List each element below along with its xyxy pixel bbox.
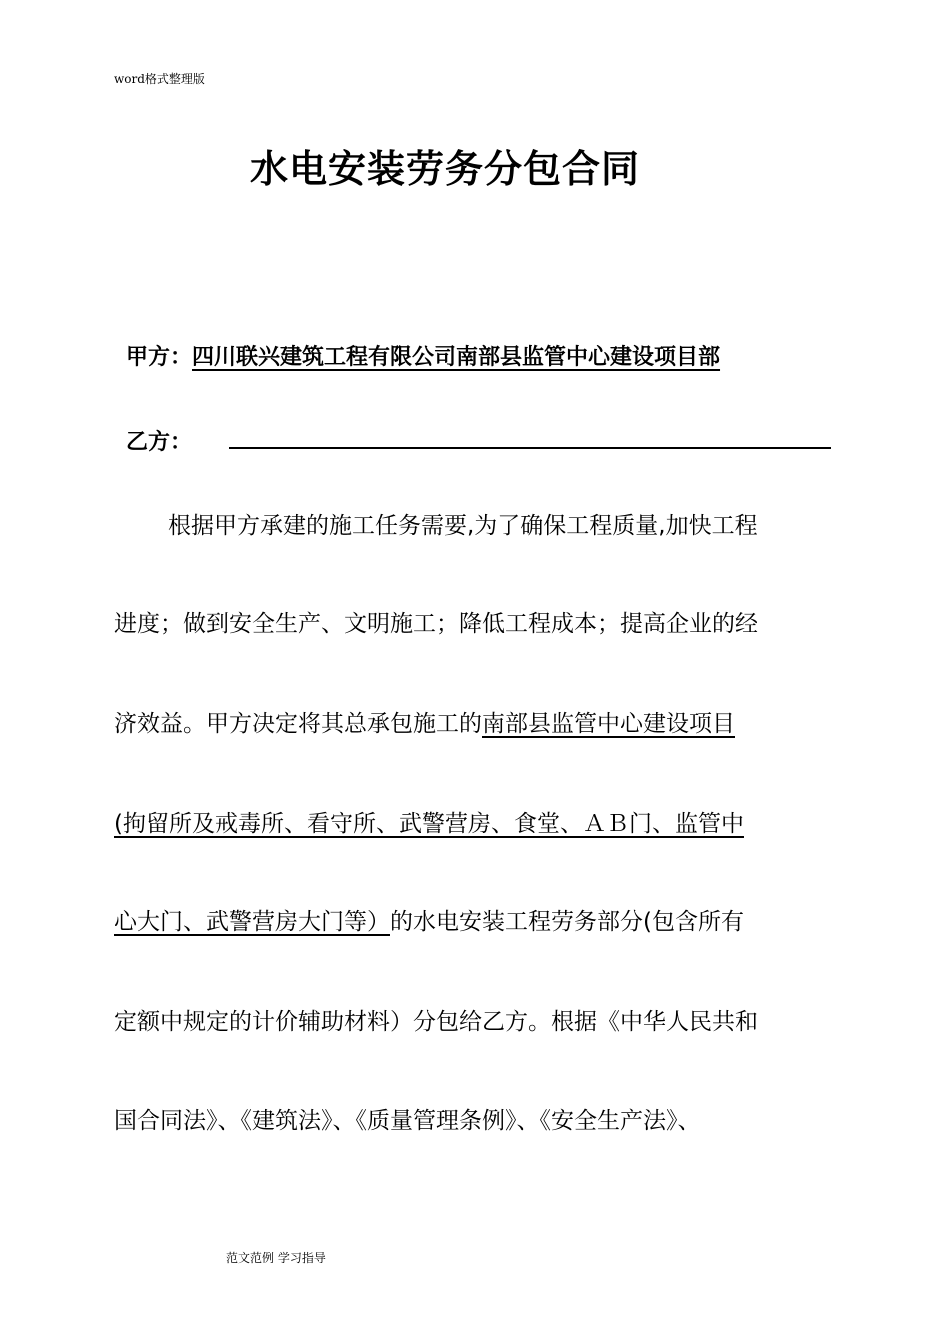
body-line-2: 进度；做到安全生产、文明施工；降低工程成本；提高企业的经	[114, 611, 758, 637]
party-b-blank-line	[229, 447, 831, 449]
party-b-label: 乙方：	[126, 430, 193, 455]
body-line-5	[114, 903, 744, 936]
project-scope-end: 心大门、武警营房大门等）	[114, 909, 390, 935]
body-line-3-text: 济效益。甲方决定将其总承包施工的	[114, 711, 482, 737]
body-line-5-text: 的水电安装工程劳务部分(包含所有	[390, 909, 744, 935]
body-line-6: 定额中规定的计价辅助材料）分包给乙方。根据《中华人民共和	[114, 1009, 758, 1035]
document-title: 水电安装劳务分包合同	[249, 147, 640, 191]
body-line-7: 国合同法》、《建筑法》、《质量管理条例》、《安全生产法》、	[114, 1108, 701, 1134]
body-line-4: (拘留所及戒毒所、看守所、武警营房、食堂、ＡＢ门、监管中	[114, 811, 744, 837]
party-b-line	[126, 425, 192, 456]
party-a-name: 四川联兴建筑工程有限公司南部县监管中心建设项目部	[192, 345, 721, 370]
party-a-label: 甲方：	[126, 345, 193, 370]
party-a-line	[126, 340, 720, 371]
body-line-1: 根据甲方承建的施工任务需要,为了确保工程质量,加快工程	[168, 513, 758, 539]
project-name: 南部县监管中心建设项目	[482, 711, 735, 737]
body-line-3	[114, 705, 735, 738]
footer-note: 范文范例 学习指导	[226, 1251, 326, 1265]
header-note: word格式整理版	[114, 72, 205, 86]
